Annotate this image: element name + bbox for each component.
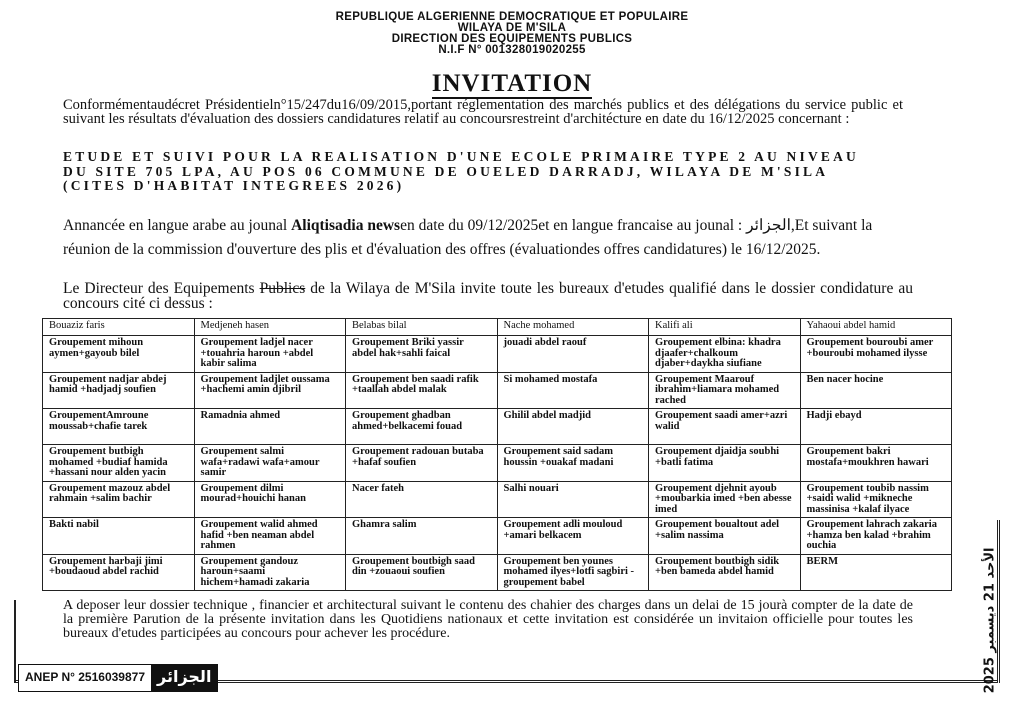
table-cell: Groupement ben saadi rafik +taallah abdel malak bbox=[346, 372, 498, 409]
table-cell: Groupement boutbigh saad din +zouaoui soufien bbox=[346, 554, 498, 591]
page-title bbox=[0, 70, 1024, 98]
title-text: INVITATION bbox=[431, 70, 593, 97]
table-header-cell: Bouaziz faris bbox=[43, 319, 195, 336]
table-header-cell: Nache mohamed bbox=[497, 319, 649, 336]
announce-b: en date du 09/12/2025et en langue francaise au jounal : الجزائر,Et suivant la réunion de la commission d'ouverture des plis et d'évaluation des offres (évaluationdes offres candidatures) le 16/12/2025. bbox=[63, 217, 873, 258]
header-nif: N.I.F N° 001328019020255 bbox=[438, 44, 586, 56]
table-cell: Groupement harbaji jimi +boudaoud abdel rachid bbox=[43, 554, 195, 591]
intro-paragraph: Conformémentaudécret Présidentieln°15/247du16/09/2015,portant réglementation des marchés publics et des délégations du service public et suivant les résultats d'évaluation des dossiers candidatures relatif au concoursrestreint d'architécture en date du 16/12/2025 concernant : bbox=[63, 97, 903, 127]
table-row bbox=[43, 481, 952, 518]
anep-badge bbox=[18, 664, 218, 692]
table-cell: Ramadnia ahmed bbox=[194, 409, 346, 445]
frame-left bbox=[14, 600, 16, 683]
table-cell: Groupement ladjel nacer +touahria haroun +abdel kabir salima bbox=[194, 336, 346, 373]
table-cell: jouadi abdel raouf bbox=[497, 336, 649, 373]
header-direction: DIRECTION DES EQUIPEMENTS PUBLICS bbox=[391, 33, 633, 45]
table-cell: Groupement mazouz abdel rahmain +salim bachir bbox=[43, 481, 195, 518]
table-row bbox=[43, 518, 952, 555]
newspaper-name: Aliqtisadia news bbox=[291, 217, 401, 234]
table-cell: Groupement ghadban ahmed+belkacemi fouad bbox=[346, 409, 498, 445]
table-cell: Salhi nouari bbox=[497, 481, 649, 518]
director-a: Le Directeur des Equipements bbox=[63, 280, 260, 297]
table-cell: Hadji ebayd bbox=[800, 409, 952, 445]
table-cell: Groupement bouroubi amer +bouroubi mohamed ilysse bbox=[800, 336, 952, 373]
table-cell: Groupement boutbigh sidik +ben bameda abdel hamid bbox=[649, 554, 801, 591]
newspaper-logo: الجزائر bbox=[151, 665, 217, 691]
table-cell: Si mohamed mostafa bbox=[497, 372, 649, 409]
table-cell: Ghamra salim bbox=[346, 518, 498, 555]
document-header bbox=[0, 12, 1024, 56]
table-cell: BERM bbox=[800, 554, 952, 591]
table-cell: Groupement saadi amer+azri walid bbox=[649, 409, 801, 445]
header-republic: REPUBLIQUE ALGERIENNE DEMOCRATIQUE ET POPULAIRE bbox=[335, 11, 689, 23]
side-date: الأحد 21 ديسمبر 2025 bbox=[982, 547, 998, 694]
table-cell: Groupement mihoun aymen+gayoub bilel bbox=[43, 336, 195, 373]
table-cell: Groupement toubib nassim +saidi walid +mikneche massinisa +kalaf ilyace bbox=[800, 481, 952, 518]
table-cell: Groupement butbigh mohamed +budiaf hamida +hassani nour alden yacin bbox=[43, 445, 195, 482]
table-cell: Groupement gandouz haroun+saami hichem+hamadi zakaria bbox=[194, 554, 346, 591]
table-cell: Groupement lahrach zakaria +hamza ben kalad +brahim ouchia bbox=[800, 518, 952, 555]
table-cell: Groupement djehnit ayoub +moubarkia imed +ben abesse imed bbox=[649, 481, 801, 518]
header-wilaya: WILAYA DE M'SILA bbox=[457, 22, 567, 34]
closing-paragraph: A deposer leur dossier technique , financier et architectural suivant le contenu des chahier des charges dans un delai de 15 jourà compter de la date de la première Parution de la présente invitation dans les Quotidiens nationaux et cette invitation est considérée un invitaion officielle pour toutes les bureaux d'etudes participées au concours pour achever les procédure. bbox=[63, 598, 913, 641]
project-title: ETUDE ET SUIVI POUR LA REALISATION D'UNE ECOLE PRIMAIRE TYPE 2 AU NIVEAU DU SITE 705 LPA, AU POS 06 COMMUNE DE OUELED DARRADJ, WILAYA DE M'SILA (CITES D'HABITAT INTEGREES 2026) bbox=[63, 149, 860, 193]
table-cell: Groupement ben younes mohamed ilyes+lotfi sagbiri - groupement babel bbox=[497, 554, 649, 591]
table-cell: Groupement Maarouf ibrahim+liamara mohamed rached bbox=[649, 372, 801, 409]
table-header-cell: Yahaoui abdel hamid bbox=[800, 319, 952, 336]
candidates-table bbox=[42, 318, 952, 591]
table-row bbox=[43, 409, 952, 445]
table-cell: Groupement nadjar abdej hamid +hadjadj soufien bbox=[43, 372, 195, 409]
table-header-row bbox=[43, 319, 952, 336]
table-cell: Groupement adli mouloud +amari belkacem bbox=[497, 518, 649, 555]
table-header-cell: Belabas bilal bbox=[346, 319, 498, 336]
table-cell: Nacer fateh bbox=[346, 481, 498, 518]
table-cell: Groupement djaidja soubhi +batli fatima bbox=[649, 445, 801, 482]
table-cell: Bakti nabil bbox=[43, 518, 195, 555]
table-cell: Ghilil abdel madjid bbox=[497, 409, 649, 445]
table-cell: Groupement said sadam houssin +ouakaf madani bbox=[497, 445, 649, 482]
table-cell: Groupement ladjlet oussama +hachemi amin djibril bbox=[194, 372, 346, 409]
table-row bbox=[43, 372, 952, 409]
table-cell: Groupement boualtout adel +salim nassima bbox=[649, 518, 801, 555]
table-cell: Groupement radouan butaba +hafaf soufien bbox=[346, 445, 498, 482]
table-cell: Groupement salmi wafa+radawi wafa+amour samir bbox=[194, 445, 346, 482]
table-row bbox=[43, 554, 952, 591]
table-header-cell: Kalifi ali bbox=[649, 319, 801, 336]
director-paragraph bbox=[63, 281, 913, 311]
table-cell: GroupementAmroune moussab+chafie tarek bbox=[43, 409, 195, 445]
anep-number: ANEP N° 2516039877 bbox=[25, 670, 145, 684]
table-header-cell: Medjeneh hasen bbox=[194, 319, 346, 336]
table-cell: Ben nacer hocine bbox=[800, 372, 952, 409]
table-cell: Groupement Briki yassir abdel hak+sahli faical bbox=[346, 336, 498, 373]
table-row bbox=[43, 445, 952, 482]
table-cell: Groupement walid ahmed hafid +ben neaman abdel rahmen bbox=[194, 518, 346, 555]
director-struck: Publics bbox=[259, 280, 306, 297]
announce-paragraph bbox=[63, 214, 913, 262]
director-b: de la Wilaya de M'Sila invite toute les bureaux d'etudes qualifié dans le dossier condidature au concours cité ci dessus : bbox=[63, 280, 913, 312]
announce-a: Annancée en langue arabe au jounal bbox=[63, 217, 292, 234]
table-cell: Groupement bakri mostafa+moukhren hawari bbox=[800, 445, 952, 482]
table-cell: Groupement dilmi mourad+houichi hanan bbox=[194, 481, 346, 518]
table-row bbox=[43, 336, 952, 373]
table-cell: Groupement elbina: khadra djaafer+chalkoum djaber+daykha siufiane bbox=[649, 336, 801, 373]
